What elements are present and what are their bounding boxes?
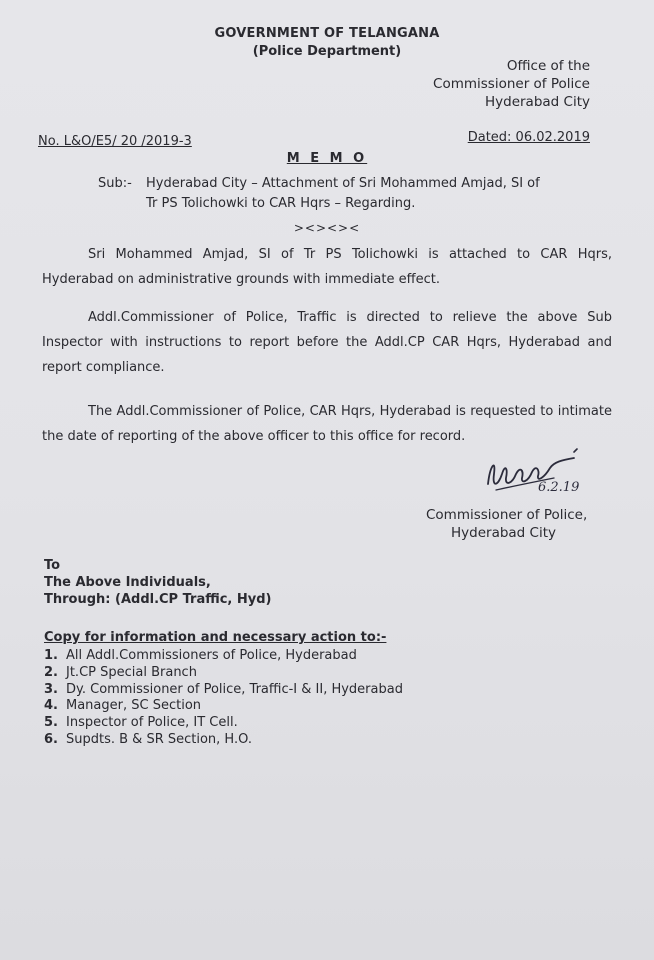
list-item-text: Jt.CP Special Branch — [66, 664, 197, 680]
list-item-text: Supdts. B & SR Section, H.O. — [66, 731, 252, 747]
list-item-number: 3. — [44, 681, 58, 697]
signatory-city: Hyderabad City — [451, 525, 557, 541]
paragraph-text: The Addl.Commissioner of Police, CAR Hqrs, Hyderabad is requested to intimate the date of reporting of the above officer to this office for record. — [42, 404, 612, 444]
to-label: To — [44, 558, 61, 573]
separator-mark: ><><>< — [293, 221, 361, 235]
office-line-3: Hyderabad City — [484, 94, 590, 110]
list-item-number: 2. — [44, 664, 58, 680]
list-item-number: 6. — [44, 731, 58, 747]
addressee-line-2: Through: (Addl.CP Traffic, Hyd) — [44, 592, 272, 607]
subject-line-1: Hyderabad City – Attachment of Sri Mohammed Amjad, SI of — [146, 176, 540, 191]
list-item — [44, 648, 403, 665]
paragraph-text: Addl.Commissioner of Police, Traffic is directed to relieve the above Sub Inspector with instructions to report before the Addl.CP CAR Hqrs, Hyderabad and report compliance. — [42, 310, 612, 375]
copy-heading: Copy for information and necessary action to:- — [44, 630, 387, 645]
list-item — [44, 732, 403, 749]
subject-line-2: Tr PS Tolichowki to CAR Hqrs – Regarding. — [146, 196, 416, 211]
body-paragraph-1 — [42, 242, 612, 292]
memo-date: Dated: 06.02.2019 — [467, 130, 590, 145]
signature-date: 6.2.19 — [538, 480, 580, 495]
office-line-1: Office of the — [506, 58, 590, 74]
list-item — [44, 682, 403, 699]
list-item — [44, 698, 403, 715]
copy-list — [44, 648, 403, 749]
signatory-title: Commissioner of Police, — [426, 507, 588, 523]
subject-label: Sub:- — [98, 176, 132, 191]
addressee-line-1: The Above Individuals, — [44, 575, 211, 590]
department-heading: (Police Department) — [252, 44, 402, 59]
paragraph-text: Sri Mohammed Amjad, SI of Tr PS Tolichowki is attached to CAR Hqrs, Hyderabad on administrative grounds with immediate effect. — [42, 247, 612, 287]
list-item-text: Dy. Commissioner of Police, Traffic-I & II, Hyderabad — [66, 681, 403, 697]
list-item-number: 4. — [44, 698, 58, 714]
memo-title: M E M O — [286, 151, 368, 166]
list-item-text: Inspector of Police, IT Cell. — [66, 715, 238, 731]
office-line-2: Commissioner of Police — [433, 76, 590, 92]
list-item-text: Manager, SC Section — [66, 698, 202, 714]
reference-number: No. L&O/E5/ 20 /2019-3 — [38, 134, 192, 149]
list-item-text: All Addl.Commissioners of Police, Hyderabad — [66, 648, 357, 663]
list-item-number: 1. — [44, 648, 58, 663]
handwritten-signature — [478, 444, 602, 508]
list-item — [44, 715, 403, 732]
list-item — [44, 665, 403, 682]
body-paragraph-3 — [42, 399, 612, 449]
government-heading: GOVERNMENT OF TELANGANA — [214, 26, 440, 41]
body-paragraph-2 — [42, 305, 612, 380]
list-item-number: 5. — [44, 715, 58, 731]
